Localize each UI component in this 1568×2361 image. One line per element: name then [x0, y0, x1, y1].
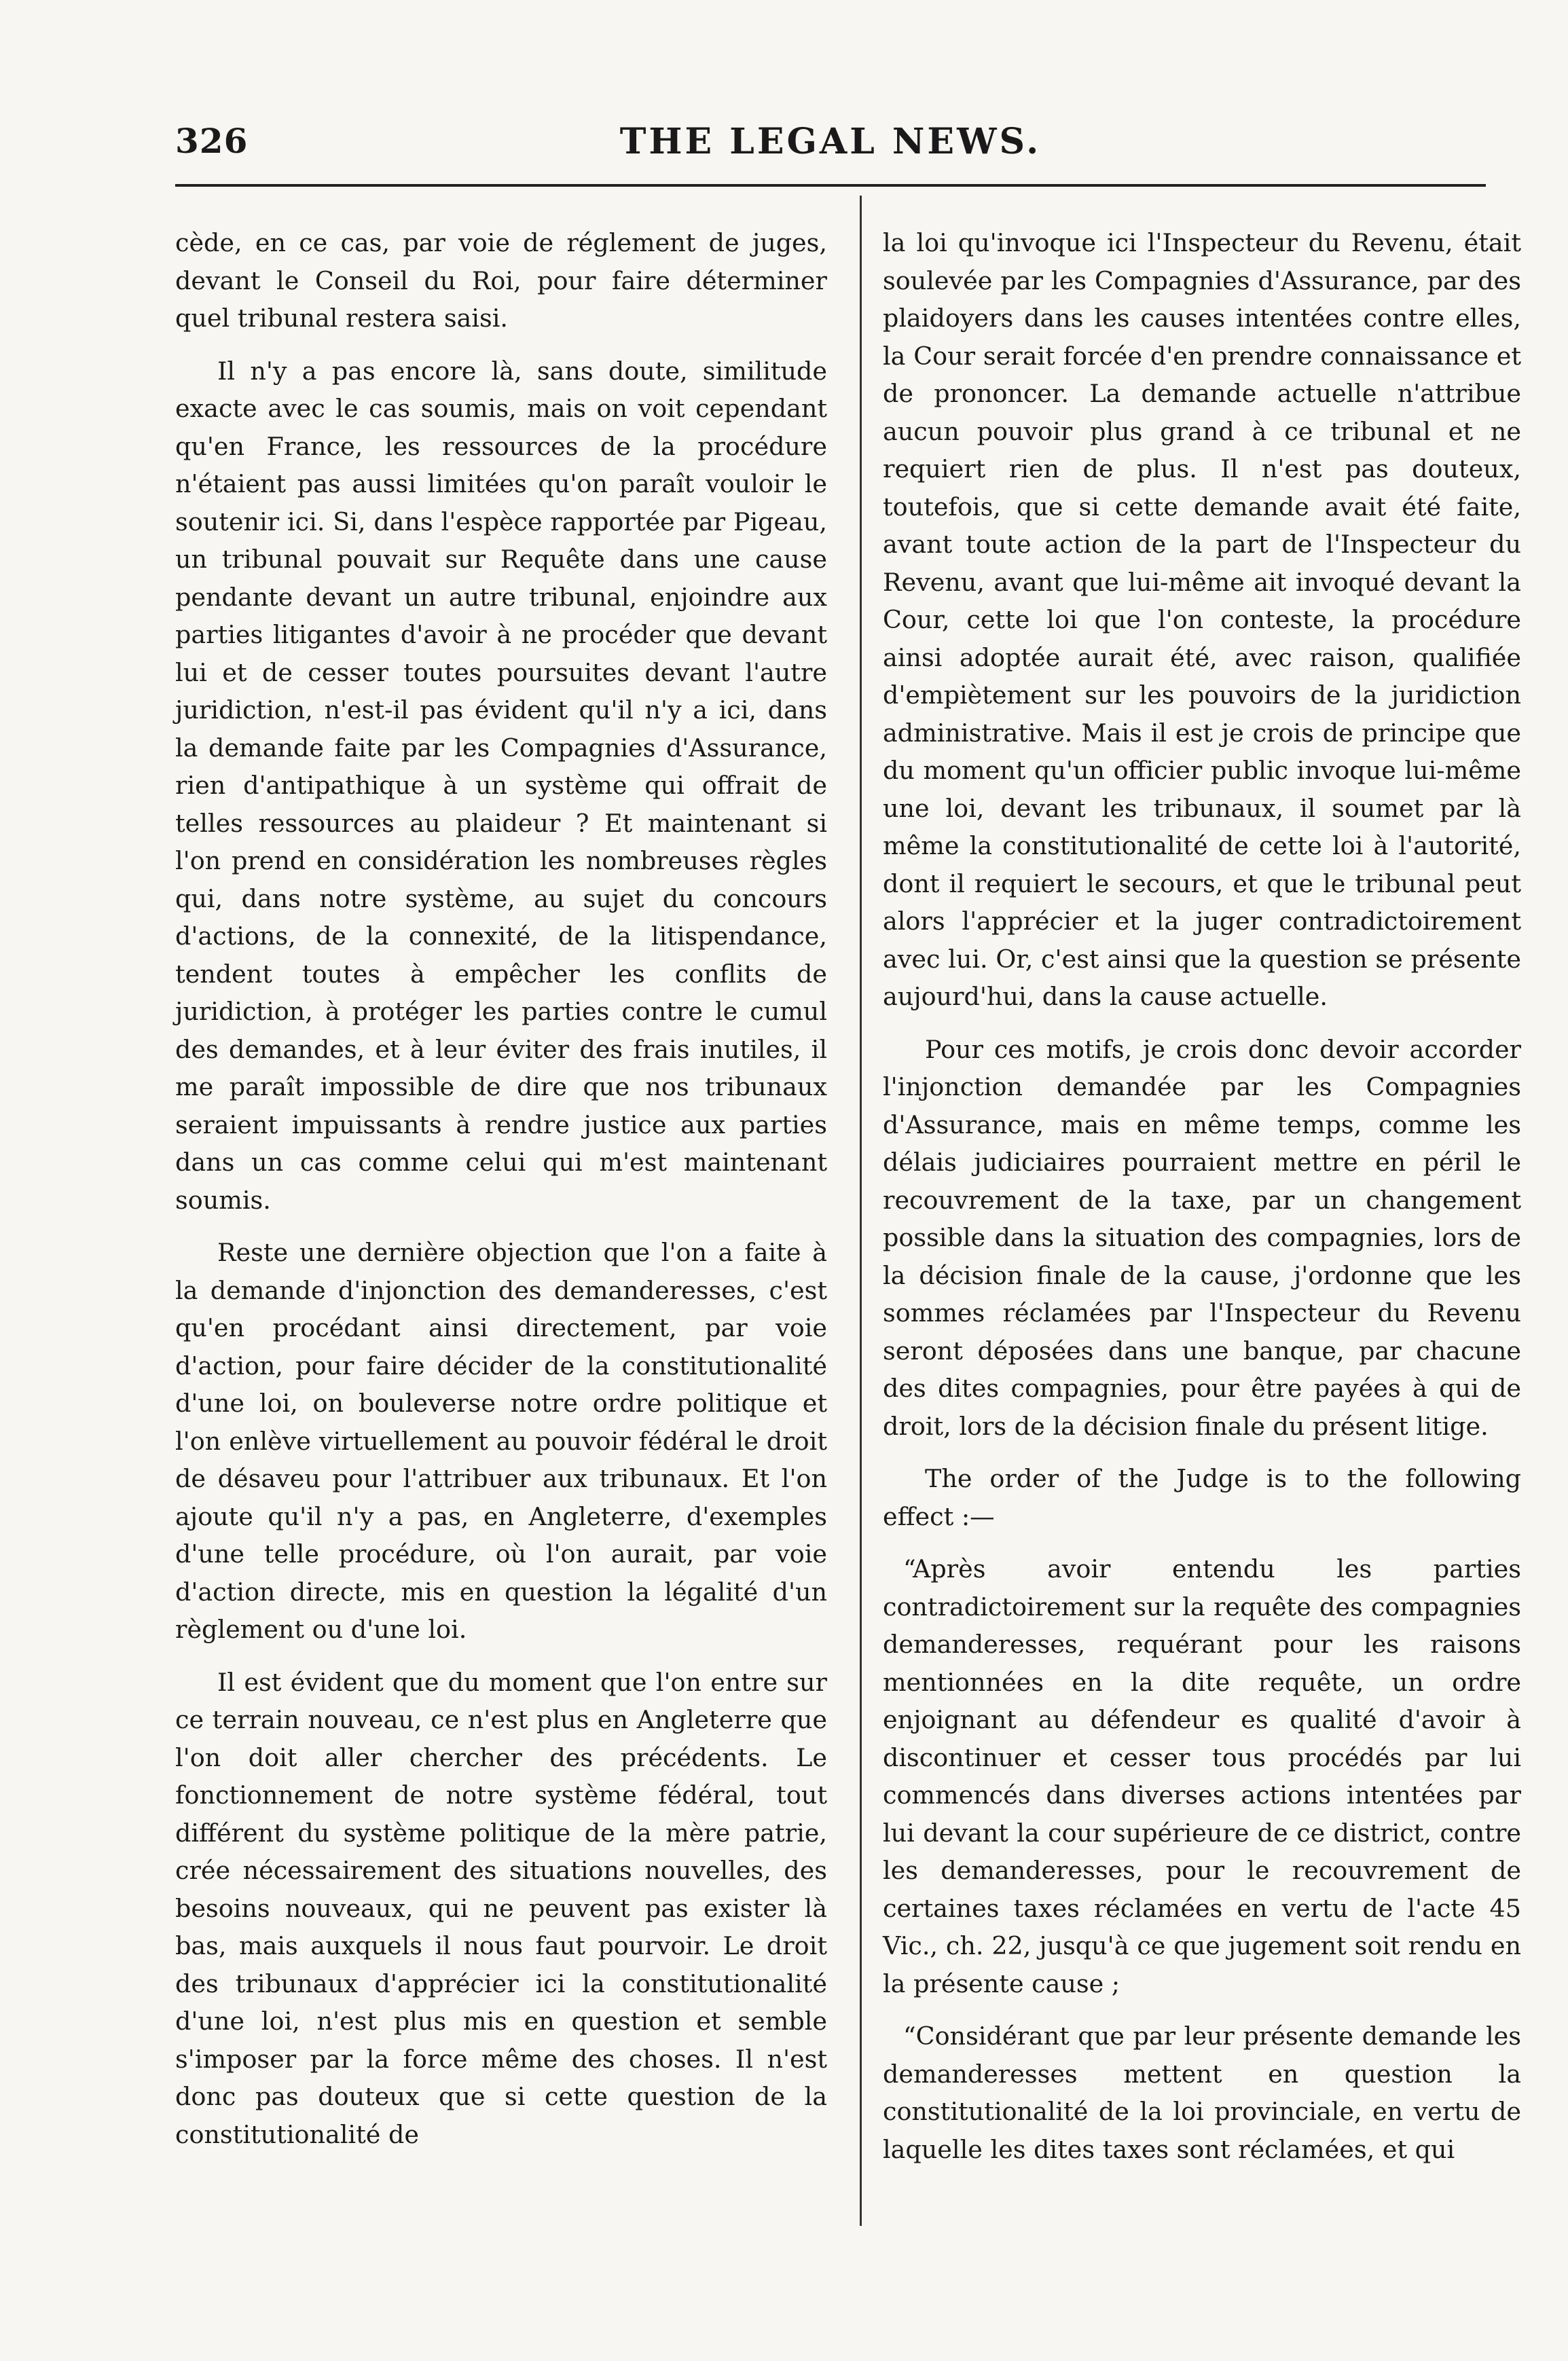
page-number: 326	[175, 121, 249, 161]
right-column	[883, 224, 1521, 2183]
paragraph: la loi qu'invoque ici l'Inspecteur du Revenu, était soulevée par les Compagnies d'Assurance, par des plaidoyers dans les causes intentées contre elles, la Cour serait forcée d'en prendre connaissance et de prononcer. La demande actuelle n'attribue aucun pouvoir plus grand à ce tribunal et ne requiert rien de plus. Il n'est pas douteux, toutefois, que si cette demande avait été faite, avant toute action de la part de l'Inspecteur du Revenu, avant que lui-même ait invoqué devant la Cour, cette loi que l'on conteste, la procédure ainsi adoptée aurait été, avec raison, qualifiée d'empiètement sur les pouvoirs de la juridiction administrative. Mais il est je crois de principe que du moment qu'un officier public invoque lui-même une loi, devant les tribunaux, il soumet par là même la constitutionalité de cette loi à l'autorité, dont il requiert le secours, et que le tribunal peut alors l'apprécier et la juger contradictoirement avec lui. Or, c'est ainsi que la question se présente aujourd'hui, dans la cause actuelle.	[883, 228, 1521, 1011]
paragraph: The order of the Judge is to the following effect :—	[883, 1464, 1521, 1531]
paragraph: Pour ces motifs, je crois donc devoir accorder l'injonction demandée par les Compagnies d'Assurance, mais en même temps, comme les délais judiciaires pourraient mettre en péril le recouvrement de la taxe, par un changement possible dans la situation des compagnies, lors de la décision finale de la cause, j'ordonne que les sommes réclamées par l'Inspecteur du Revenu seront déposées dans une banque, par chacune des dites compagnies, pour être payées à qui de droit, lors de la décision finale du présent litige.	[883, 1034, 1521, 1441]
paragraph: Reste une dernière objection que l'on a faite à la demande d'injonction des demanderesses, c'est qu'en procédant ainsi directement, par voie d'action, pour faire décider de la constitutionalité d'une loi, on bouleverse notre ordre politique et l'on enlève virtuellement au pouvoir fédéral le droit de désaveu pour l'attribuer aux tribunaux. Et l'on ajoute qu'il n'y a pas, en Angleterre, d'exemples d'une telle procédure, où l'on aurait, par voie d'action directe, mis en question la légalité d'un règlement ou d'une loi.	[175, 1238, 827, 1644]
running-head: THE LEGAL NEWS.	[619, 121, 1042, 162]
paragraph: Il n'y a pas encore là, sans doute, similitude exacte avec le cas soumis, mais on voit cependant qu'en France, les ressources de la procédure n'étaient pas aussi limitées qu'on paraît vouloir le soutenir ici. Si, dans l'espèce rapportée par Pigeau, un tribunal pouvait sur Requête dans une cause pendante devant un autre tribunal, enjoindre aux parties litigantes d'avoir à ne procéder que devant lui et de cesser toutes poursuites devant l'autre juridiction, n'est-il pas évident qu'il n'y a ici, dans la demande faite par les Compagnies d'Assurance, rien d'antipathique à un système qui offrait de telles ressources au plaideur ? Et maintenant si l'on prend en considération les nombreuses règles qui, dans notre système, au sujet du concours d'actions, de la connexité, de la litispendance, tendent toutes à empêcher les conflits de juridiction, à protéger les parties contre le cumul des demandes, et à leur éviter des frais inutiles, il me paraît impossible de dire que nos tribunaux seraient impuissants à rendre justice aux parties dans un cas comme celui qui m'est maintenant soumis.	[175, 356, 827, 1215]
quoted-order: “Après avoir entendu les parties contradictoirement sur la requête des compagnies demanderesses, requérant pour les raisons mentionnées en la dite requête, un ordre enjoignant au défendeur es qualité d'avoir à discontinuer et cesser tous procédés par lui commencés dans diverses actions intentées par lui devant la cour supérieure de ce district, contre les demanderesses, pour le recouvrement de certaines taxes réclamées en vertu de l'acte 45 Vic., ch. 22, jusqu'à ce que jugement soit rendu en la présente cause ;	[883, 1554, 1521, 1998]
header-rule	[175, 184, 1486, 187]
paragraph: Il est évident que du moment que l'on entre sur ce terrain nouveau, ce n'est plus en Angleterre que l'on doit aller chercher des précédents. Le fonctionnement de notre système fédéral, tout différent du système politique de la mère patrie, crée nécessairement des situations nouvelles, des besoins nouveaux, qui ne peuvent pas exister là bas, mais auxquels il nous faut pourvoir. Le droit des tribunaux d'apprécier ici la constitutionalité d'une loi, n'est plus mis en question et semble s'imposer par la force même des choses. Il n'est donc pas douteux que si cette question de la constitutionalité de	[175, 1667, 827, 2149]
left-column	[175, 224, 827, 2168]
column-divider	[860, 196, 862, 2226]
page-header	[175, 121, 1486, 182]
quoted-order: “Considérant que par leur présente demande les demanderesses mettent en question la constitutionalité de la loi provinciale, en vertu de laquelle les dites taxes sont réclamées, et qui	[883, 2021, 1521, 2164]
paragraph: cède, en ce cas, par voie de réglement de juges, devant le Conseil du Roi, pour faire déterminer quel tribunal restera saisi.	[175, 228, 827, 333]
